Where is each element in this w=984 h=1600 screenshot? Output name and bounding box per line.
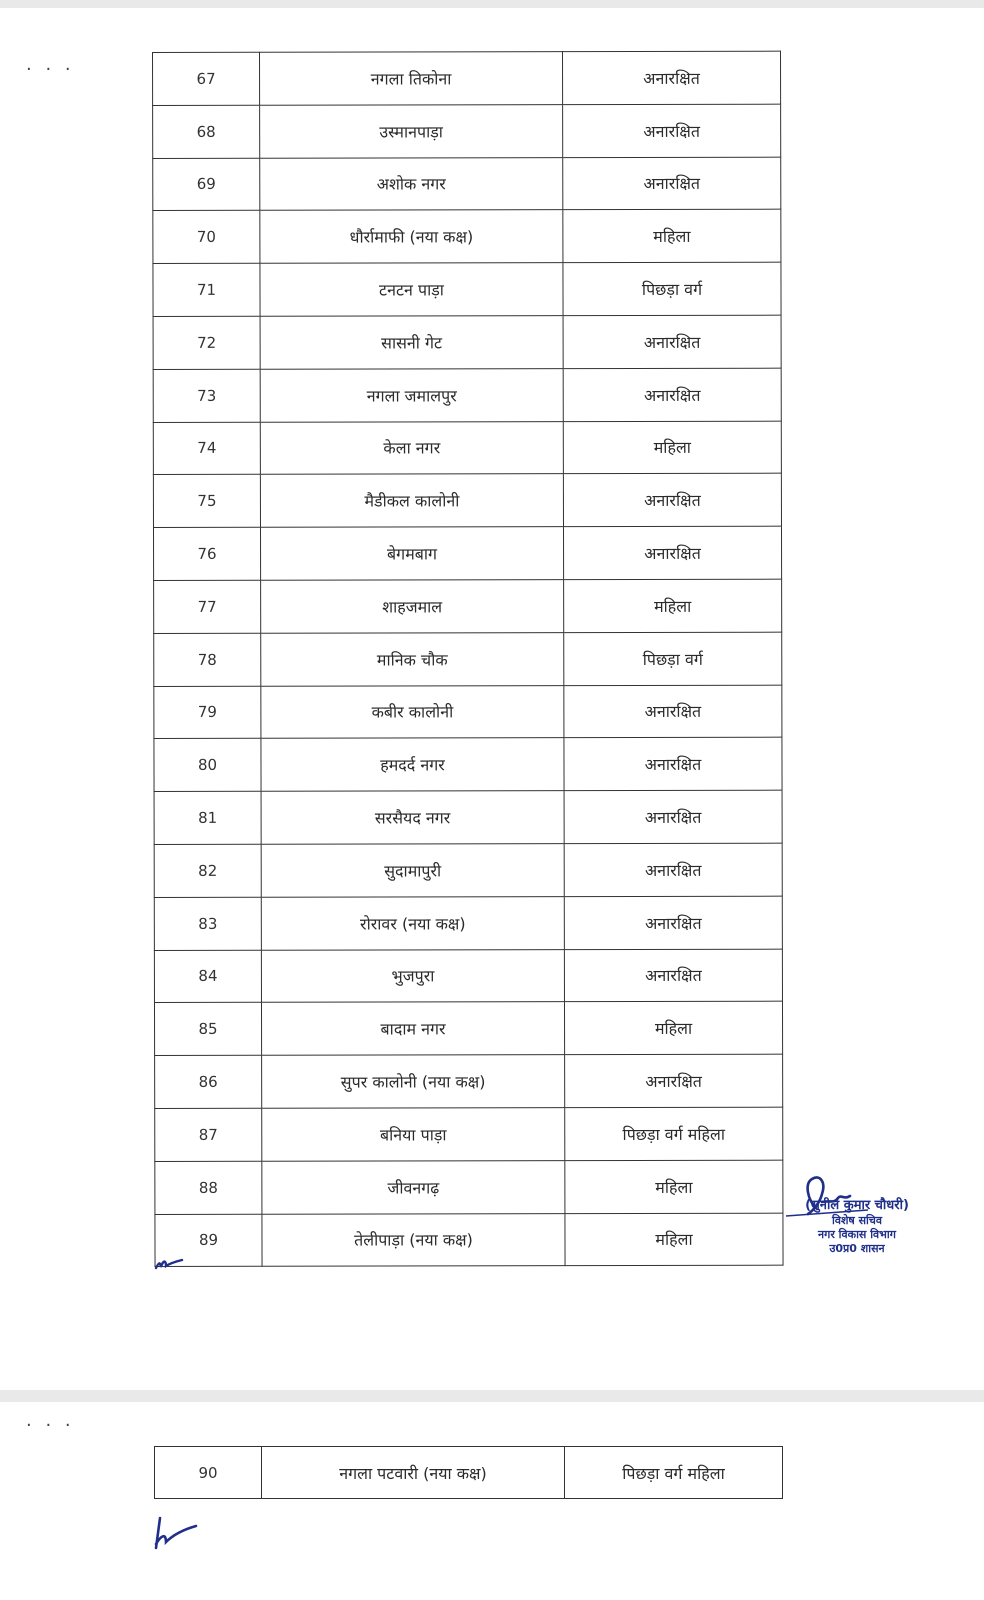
table-row [154,949,782,1003]
reservation-category: महिला [563,210,781,263]
row-number: 70 [153,211,260,264]
initials-mark [148,1514,204,1554]
reservation-category: अनारक्षित [564,790,782,843]
table-row [153,368,781,422]
reservation-category: अनारक्षित [563,157,781,210]
ward-name: रोरावर (नया कक्ष) [261,896,564,949]
reservation-category: अनारक्षित [564,843,782,896]
row-number: 71 [153,263,260,316]
table-row [153,474,781,528]
row-number: 74 [153,422,260,475]
signatory-designation: विशेष सचिव [831,1214,883,1228]
table-row [153,51,781,105]
reservation-category: अनारक्षित [563,526,781,579]
ward-name: शाहजमाल [261,580,564,633]
ward-name: मानिक चौक [261,632,564,685]
ward-name: जीवनगढ़ [262,1160,565,1213]
table-row [153,157,781,211]
ward-name: मैडीकल कालोनी [260,474,563,527]
row-number: 73 [153,369,260,422]
reservation-category: अनारक्षित [563,474,781,527]
reservation-category: अनारक्षित [563,104,781,157]
ward-name: नगला जमालपुर [260,368,563,421]
table-row [154,738,782,792]
reservation-category: अनारक्षित [563,368,781,421]
signatory-block [772,1198,942,1256]
table-row [153,421,781,475]
reservation-category: अनारक्षित [564,738,782,791]
ward-name: धौर्रामाफी (नया कक्ष) [260,210,563,263]
reservation-category: अनारक्षित [563,51,781,104]
reservation-category: अनारक्षित [563,315,781,368]
row-number: 84 [154,950,261,1003]
ward-name: बनिया पाड़ा [262,1108,565,1161]
row-number: 78 [154,633,261,686]
document-page-2 [0,1402,984,1600]
reservation-category: अनारक्षित [564,949,782,1002]
ward-name: बेगमबाग [260,527,563,580]
row-number: 67 [153,52,260,105]
ward-name: सुपर कालोनी (नया कक्ष) [262,1055,565,1108]
ward-name: अशोक नगर [260,157,563,210]
reservation-category: महिला [565,1160,783,1213]
ward-name: नगला पटवारी (नया कक्ष) [262,1447,565,1499]
row-number: 81 [154,791,261,844]
signatory-government: उ0प्र0 शासन [829,1241,885,1255]
row-number: 88 [155,1161,262,1214]
row-number: 69 [153,158,260,211]
signatory-department: नगर विकास विभाग [818,1228,896,1241]
ward-name: सरसैयद नगर [261,791,564,844]
ward-name: तेलीपाड़ा (नया कक्ष) [262,1213,565,1266]
reservation-category: अनारक्षित [564,685,782,738]
reservation-category: महिला [565,1213,783,1266]
ward-name: सुदामापुरी [261,844,564,897]
ward-reservation-table [152,51,784,1268]
table-row [154,896,782,950]
table-row [154,790,782,844]
reservation-category: महिला [563,421,781,474]
ward-name: सासनी गेट [260,316,563,369]
initials-mark [150,1252,190,1274]
ward-name: उस्मानपाड़ा [260,104,563,157]
table-row [154,632,782,686]
scan-dots: . . . [26,1410,75,1431]
reservation-category: पिछड़ा वर्ग [564,632,782,685]
table-row [153,262,781,316]
table-row [154,843,782,897]
ward-name: केला नगर [260,421,563,474]
reservation-category: महिला [564,1002,782,1055]
table-row [155,1160,783,1214]
ward-name: टनटन पाड़ा [260,263,563,316]
table-row [153,210,781,264]
ward-name: कबीर कालोनी [261,685,564,738]
reservation-category: महिला [564,579,782,632]
table-row [155,1213,783,1267]
row-number: 85 [154,1003,261,1056]
signatory-name: (सुनील कुमार चौधरी) [805,1198,909,1213]
ward-name: भुजपुरा [261,949,564,1002]
ward-name: बादाम नगर [261,1002,564,1055]
document-page-1 [0,8,984,1390]
row-number: 72 [153,316,260,369]
reservation-category: अनारक्षित [564,896,782,949]
row-number: 89 [155,1214,262,1267]
table-row [155,1107,783,1161]
ward-reservation-table-continued [154,1446,783,1499]
reservation-category: पिछड़ा वर्ग महिला [565,1447,783,1499]
row-number: 76 [153,527,260,580]
ward-name: नगला तिकोना [260,52,563,105]
scan-dots: . . . [26,54,75,75]
row-number: 86 [155,1055,262,1108]
row-number: 79 [154,686,261,739]
row-number: 80 [154,739,261,792]
table-row [154,579,782,633]
row-number: 87 [155,1108,262,1161]
table-row [154,685,782,739]
table-row [153,526,781,580]
table-row [154,1002,782,1056]
row-number: 82 [154,844,261,897]
table-row [153,315,781,369]
row-number: 83 [154,897,261,950]
row-number: 68 [153,105,260,158]
table-row [153,104,781,158]
ward-name: हमदर्द नगर [261,738,564,791]
table-row [155,1054,783,1108]
row-number: 75 [153,475,260,528]
reservation-category: पिछड़ा वर्ग [563,262,781,315]
row-number: 77 [154,580,261,633]
row-number: 90 [155,1447,262,1499]
reservation-category: पिछड़ा वर्ग महिला [565,1107,783,1160]
reservation-category: अनारक्षित [565,1054,783,1107]
table-row [155,1447,783,1499]
